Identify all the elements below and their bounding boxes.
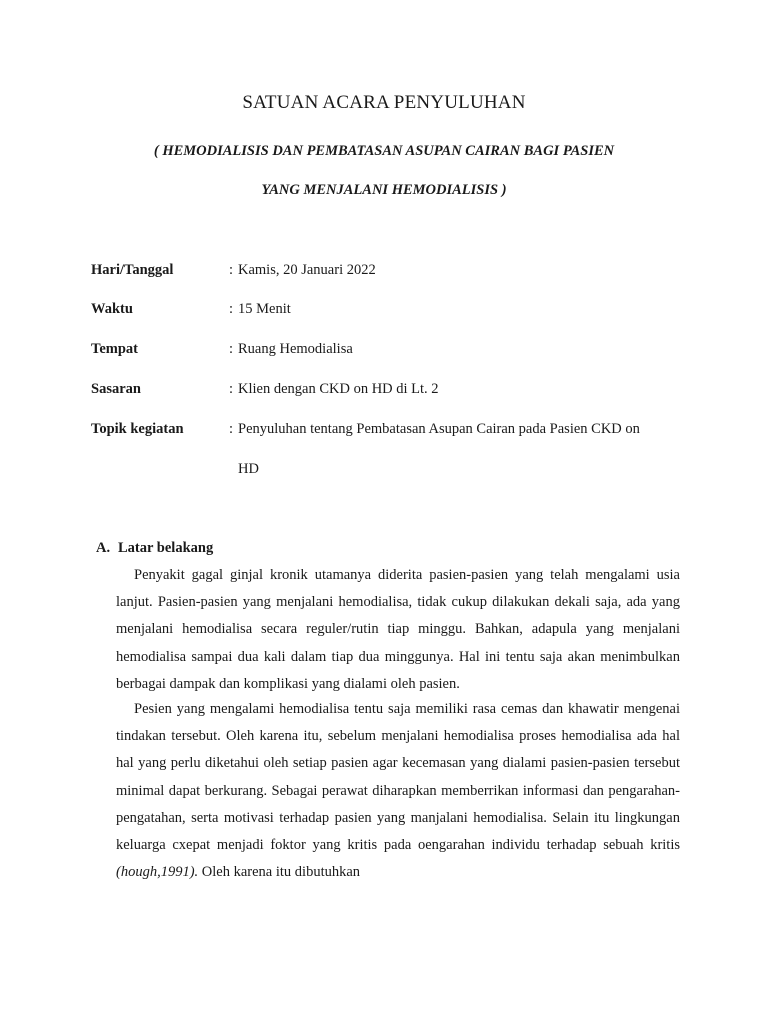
hari-tanggal-label: Hari/Tanggal: [91, 262, 174, 278]
topik-kegiatan-value-line2: HD: [238, 461, 259, 477]
sasaran-label: Sasaran: [91, 381, 141, 397]
latar-belakang-paragraph-1: Penyakit gagal ginjal kronik utamanya diderita pasien-pasien yang telah mengalami usia lanjut. Pasien-pasien yang menjalani hemodialisa, tidak cukup dilakukan dekali saja, ada yang menjalani hemodialisa secara reguler/rutin tiap minggu. Bahkan, adapula yang menjalani hemodialisa sampai dua kali dalam tiap dua minggunya. Hal ini tentu saja akan menimbulkan berbagai dampak dan komplikasi yang dialami oleh pasien.: [116, 567, 680, 692]
waktu-value: 15 Menit: [238, 301, 291, 317]
citation-hough-1991: (hough,1991).: [116, 864, 199, 881]
document-subtitle-line1: ( HEMODIALISIS DAN PEMBATASAN ASUPAN CAIRAN BAGI PASIEN: [153, 143, 615, 159]
topik-kegiatan-value-line1: Penyuluhan tentang Pembatasan Asupan Cairan pada Pasien CKD on: [238, 421, 640, 437]
tempat-label: Tempat: [91, 341, 138, 357]
paragraph-2-continuation: Oleh karena itu dibutuhkan: [198, 864, 361, 881]
waktu-colon: :: [229, 301, 234, 317]
tempat-value: Ruang Hemodialisa: [238, 341, 353, 357]
topik-kegiatan-label: Topik kegiatan: [91, 421, 184, 437]
document-subtitle-line2: YANG MENJALANI HEMODIALISIS ): [261, 182, 507, 198]
section-a-title: Latar belakang: [118, 540, 214, 556]
tempat-colon: :: [229, 341, 234, 357]
topik-kegiatan-colon: :: [229, 421, 234, 437]
waktu-label: Waktu: [91, 301, 133, 317]
document-title: SATUAN ACARA PENYULUHAN: [242, 92, 526, 113]
latar-belakang-paragraph-2: [116, 696, 680, 886]
hari-tanggal-value: Kamis, 20 Januari 2022: [238, 262, 376, 278]
sasaran-colon: :: [229, 381, 234, 397]
sasaran-value: Klien dengan CKD on HD di Lt. 2: [238, 381, 439, 397]
paragraph-2-text: Pesien yang mengalami hemodialisa tentu saja memiliki rasa cemas dan khawatir mengenai tindakan tersebut. Oleh karena itu, sebelum menjalani hemodialisa proses hemodialisa ada hal hal yang perlu diketahui oleh setiap pasien agar kecemasan yang dialami pasien-pasien tersebut minimal dapat berkurang. Sebagai perawat diharapkan memberrikan informasi dan pengarahan-pengatahan, serta motivasi terhadap pasien yang manjalani hemodialisa. Selain itu lingkungan keluarga cxepat menjadi foktor yang kritis pada oengarahan individu terhadap sebuah kritis: [116, 701, 680, 854]
section-a-heading: [96, 540, 213, 557]
section-a-letter: A.: [96, 540, 111, 556]
hari-tanggal-colon: :: [229, 262, 234, 278]
